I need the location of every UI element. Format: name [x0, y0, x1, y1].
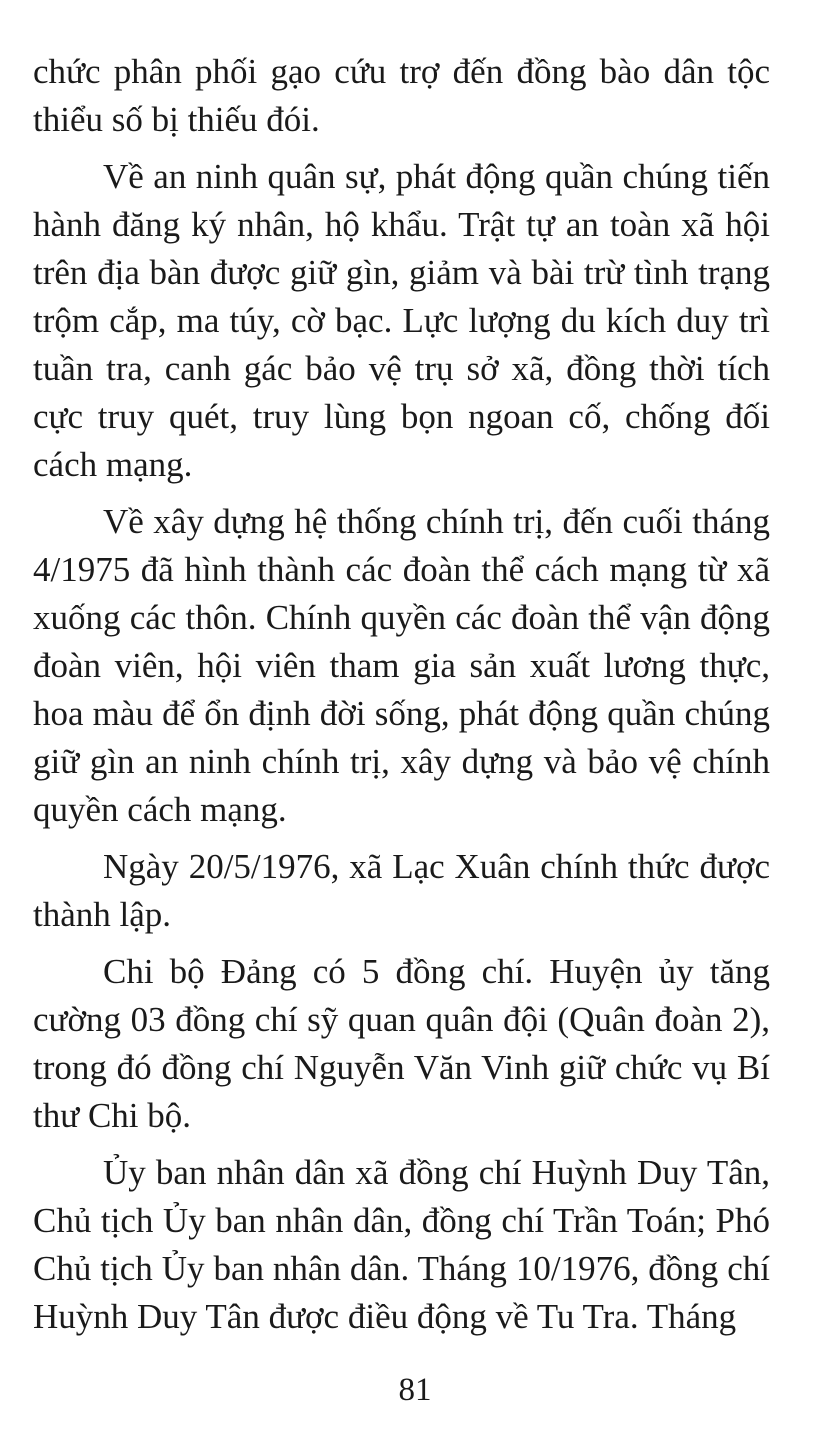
paragraph-political-system: Về xây dựng hệ thống chính trị, đến cuối tháng 4/1975 đã hình thành các đoàn thể cách mạng từ xã xuống các thôn. Chính quyền các đoàn thể vận động đoàn viên, hội viên tham gia sản xuất lương thực, hoa màu để ổn định đời sống, phát động quần chúng giữ gìn an ninh chính trị, xây dựng và bảo vệ chính quyền cách mạng. [33, 502, 770, 829]
body-text [33, 48, 770, 1341]
paragraph-security: Về an ninh quân sự, phát động quần chúng tiến hành đăng ký nhân, hộ khẩu. Trật tự an toàn xã hội trên địa bàn được giữ gìn, giảm và bài trừ tình trạng trộm cắp, ma túy, cờ bạc. Lực lượng du kích duy trì tuần tra, canh gác bảo vệ trụ sở xã, đồng thời tích cực truy quét, truy lùng bọn ngoan cố, chống đối cách mạng. [33, 157, 770, 484]
page-number: 81 [398, 1372, 432, 1408]
paragraph-party-cell: Chi bộ Đảng có 5 đồng chí. Huyện ủy tăng cường 03 đồng chí sỹ quan quân đội (Quân đoàn 2), trong đó đồng chí Nguyễn Văn Vinh giữ chức vụ Bí thư Chi bộ. [33, 952, 770, 1135]
paragraph-peoples-committee: Ủy ban nhân dân xã đồng chí Huỳnh Duy Tân, Chủ tịch Ủy ban nhân dân, đồng chí Trần Toán; Phó Chủ tịch Ủy ban nhân dân. Tháng 10/1976, đồng chí Huỳnh Duy Tân được điều động về Tu Tra. Tháng [33, 1153, 770, 1336]
paragraph-continued: chức phân phối gạo cứu trợ đến đồng bào dân tộc thiểu số bị thiếu đói. [33, 52, 770, 139]
paragraph-commune-founding: Ngày 20/5/1976, xã Lạc Xuân chính thức được thành lập. [33, 847, 770, 934]
